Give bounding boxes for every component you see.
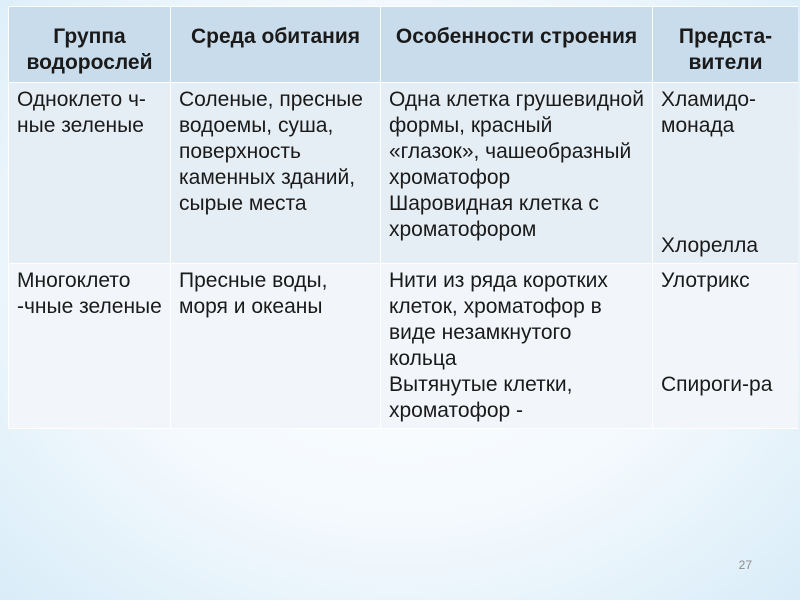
cell-habitat: Пресные воды, моря и океаны	[171, 264, 381, 429]
cell-algae-group: Многоклето -чные зеленые	[9, 264, 171, 429]
representative-name-2: Спироги-ра	[661, 373, 773, 396]
cell-representatives	[653, 264, 799, 429]
cell-structure	[381, 264, 653, 429]
table-row	[9, 83, 799, 264]
page-number: 27	[738, 558, 752, 572]
cell-algae-group: Одноклето ч-ные зеленые	[9, 83, 171, 264]
spacer	[661, 294, 790, 372]
cell-habitat: Соленые, пресные водоемы, суша, поверхность каменных зданий, сырые места	[171, 83, 381, 264]
structure-description-2: Вытянутые клетки, хроматофор -	[389, 373, 573, 422]
header-representatives: Предста-вители	[653, 7, 799, 83]
structure-description-1: Нити из ряда коротких клеток, хроматофор в виде незамкнутого кольца	[389, 269, 608, 370]
spacer	[661, 139, 790, 233]
representative-name-1: Улотрикс	[661, 269, 750, 292]
header-structure-features: Особенности строения	[381, 7, 653, 83]
table-row	[9, 264, 799, 429]
table-header-row	[9, 7, 799, 83]
structure-description-1: Одна клетка грушевидной формы, красный «глазок», чашеобразный хроматофор	[389, 88, 644, 189]
cell-structure	[381, 83, 653, 264]
header-habitat: Среда обитания	[171, 7, 381, 83]
representative-name-2: Хлорелла	[661, 234, 759, 257]
representative-name-1: Хламидо-монада	[661, 88, 757, 137]
table-container	[8, 6, 798, 600]
cell-representatives	[653, 83, 799, 264]
algae-table	[8, 6, 798, 429]
header-algae-group: Группа водорослей	[9, 7, 171, 83]
structure-description-2: Шаровидная клетка с хроматофором	[389, 192, 599, 241]
